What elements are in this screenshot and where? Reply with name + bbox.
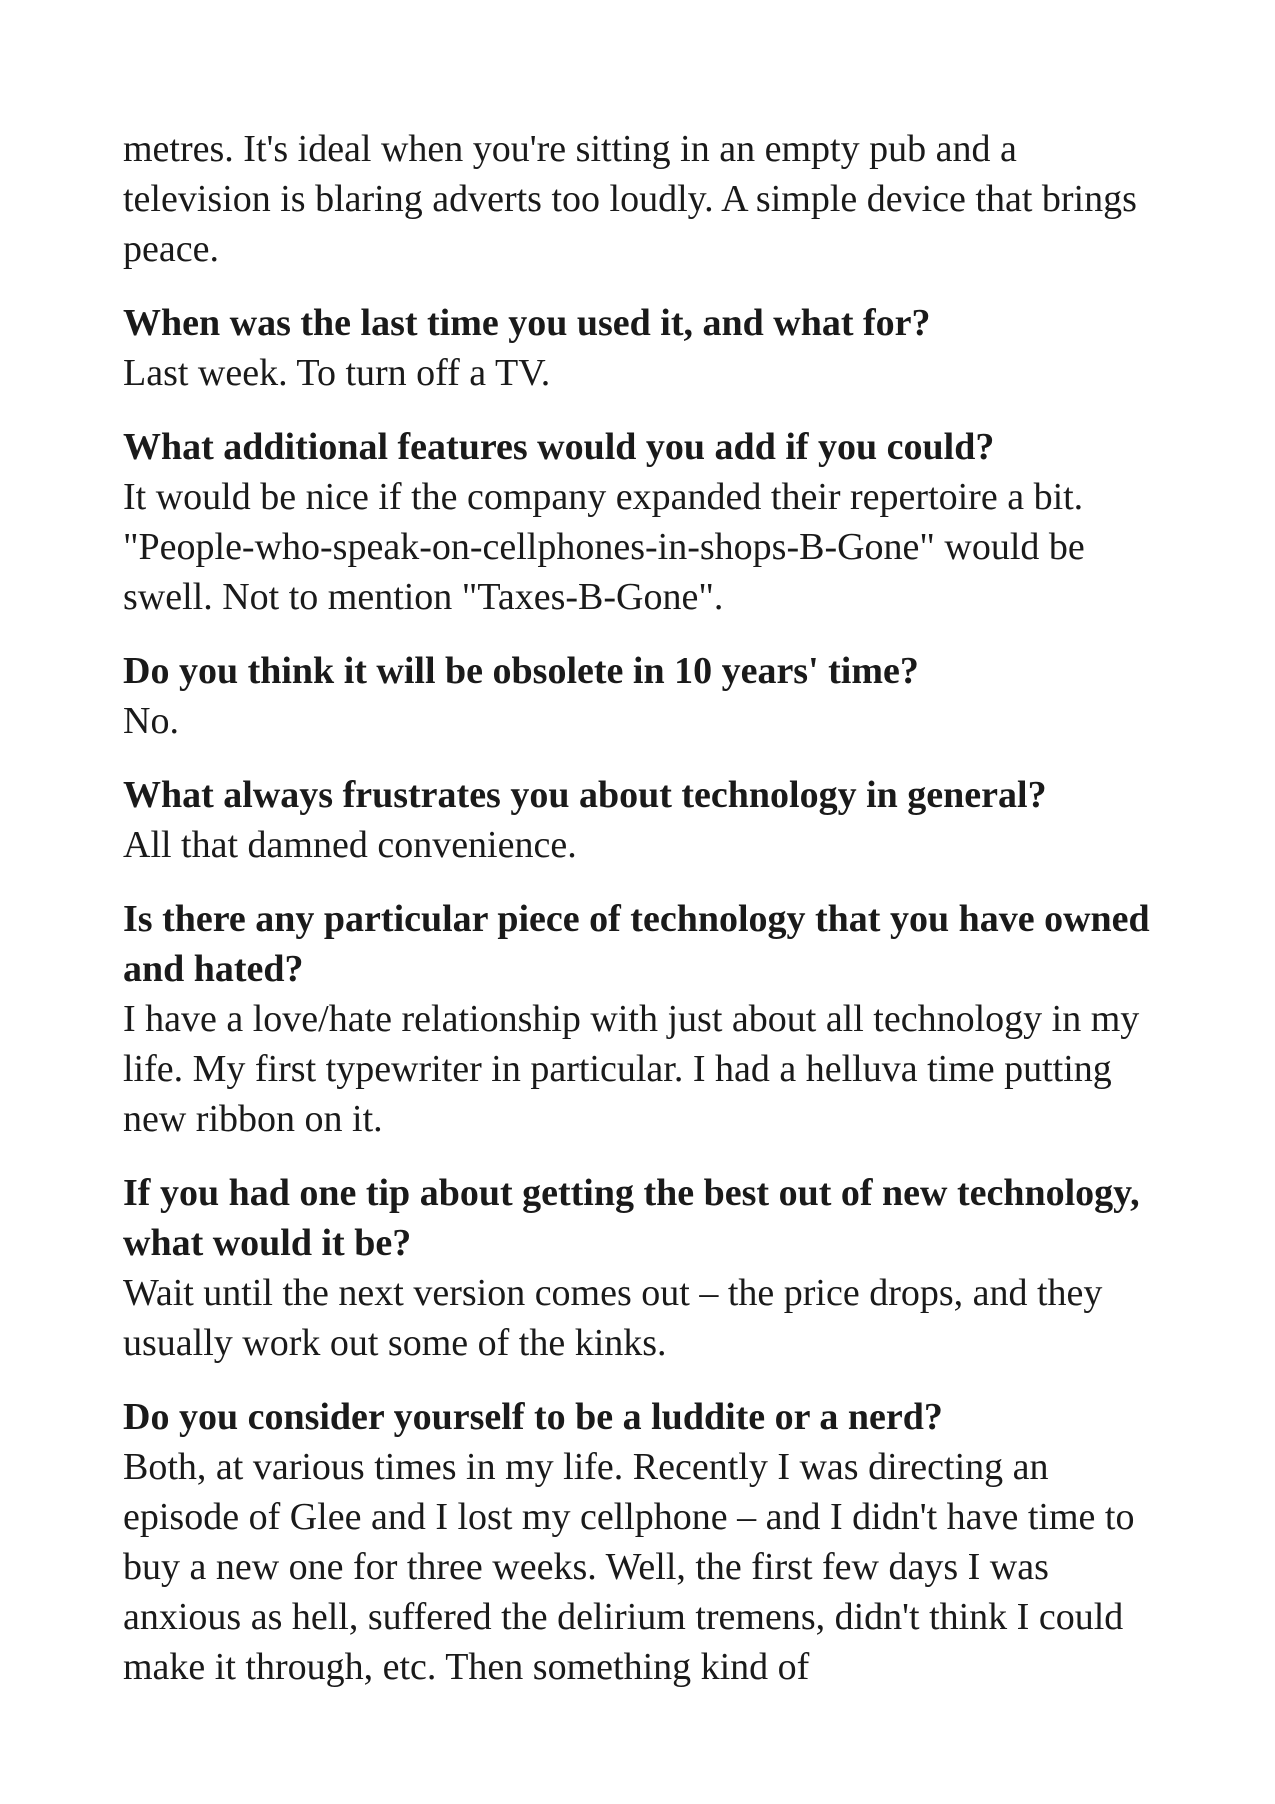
qa-item <box>123 646 1173 746</box>
qa-item <box>123 298 1173 398</box>
answer: All that damned convenience. <box>123 824 577 866</box>
answer: Wait until the next version comes out – the price drops, and they usually work out some of the kinks. <box>123 1272 1103 1364</box>
qa-item <box>123 422 1173 622</box>
answer: I have a love/hate relationship with just about all technology in my life. My first typewriter in particular. I had a helluva time putting new ribbon on it. <box>123 998 1140 1140</box>
qa-item <box>123 1168 1173 1368</box>
answer: No. <box>123 700 179 742</box>
answer: It would be nice if the company expanded their repertoire a bit. "People-who-speak-on-cellphones-in-shops-B-Gone" would be swell. Not to mention "Taxes-B-Gone". <box>123 476 1085 618</box>
question: Is there any particular piece of technology that you have owned and hated? <box>123 898 1150 990</box>
question: Do you consider yourself to be a luddite or a nerd? <box>123 1396 943 1438</box>
question: What always frustrates you about technology in general? <box>123 774 1047 816</box>
answer: Last week. To turn off a TV. <box>123 352 551 394</box>
qa-item <box>123 894 1173 1144</box>
question: What additional features would you add if you could? <box>123 426 995 468</box>
question: When was the last time you used it, and what for? <box>123 302 931 344</box>
answer: Both, at various times in my life. Recently I was directing an episode of Glee and I lost my cellphone – and I didn't have time to buy a new one for three weeks. Well, the first few days I was anxious as hell, suffered the delirium tremens, didn't think I could make it through, etc. Then something kind of <box>123 1446 1135 1688</box>
qa-item <box>123 1392 1173 1692</box>
qa-item <box>123 770 1173 870</box>
document-page <box>123 124 1173 1716</box>
question: If you had one tip about getting the best out of new technology, what would it be? <box>123 1172 1140 1264</box>
question: Do you think it will be obsolete in 10 years' time? <box>123 650 919 692</box>
intro-paragraph: metres. It's ideal when you're sitting in an empty pub and a television is blaring adverts too loudly. A simple device that brings peace. <box>123 128 1137 270</box>
